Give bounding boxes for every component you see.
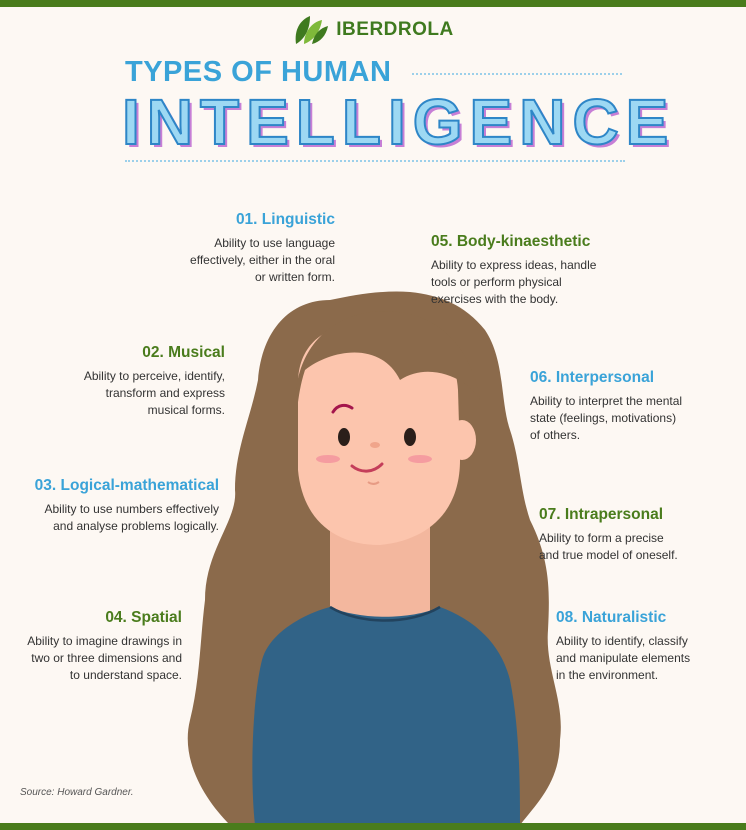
title-line-1: TYPES OF HUMAN — [125, 56, 392, 88]
item-line: and analyse problems logically. — [53, 519, 219, 533]
item-line: Ability to imagine drawings in — [27, 634, 182, 648]
item-title: 01. Linguistic — [235, 211, 335, 228]
item-line: musical forms. — [147, 403, 225, 417]
item-line: exercises with the body. — [431, 292, 559, 306]
bottom-border — [0, 823, 746, 830]
left-eye — [338, 428, 350, 446]
item-line: Ability to express ideas, handle — [431, 258, 597, 272]
item-spatial — [27, 609, 182, 684]
item-description — [539, 530, 678, 564]
item-line: transform and express — [105, 386, 225, 400]
item-interpersonal — [530, 369, 682, 444]
sweater — [252, 607, 520, 825]
item-title: 02. Musical — [142, 344, 225, 361]
item-title: 04. Spatial — [105, 609, 182, 626]
item-title: 08. Naturalistic — [556, 609, 667, 626]
item-line: Ability to use numbers effectively — [44, 502, 219, 516]
item-line: of others. — [530, 428, 581, 442]
item-description — [556, 633, 690, 684]
item-line: Ability to form a precise — [539, 531, 664, 545]
item-title: 07. Intrapersonal — [539, 506, 664, 523]
item-title: 03. Logical-mathematical — [34, 477, 219, 494]
item-line: and manipulate elements — [556, 651, 691, 665]
item-title: 06. Interpersonal — [530, 369, 655, 386]
item-line: or written form. — [254, 270, 335, 284]
item-title: 05. Body-kinaesthetic — [431, 233, 591, 250]
item-line: Ability to use language — [214, 236, 335, 250]
brand-name: IBERDROLA — [336, 19, 454, 40]
item-musical — [84, 344, 225, 419]
item-line: in the environment. — [556, 668, 659, 682]
item-line: state (feelings, motivations) — [530, 411, 677, 425]
item-description — [431, 257, 596, 308]
item-intrapersonal — [539, 506, 678, 564]
right-cheek — [408, 455, 432, 463]
source-note: Source: Howard Gardner. — [20, 787, 134, 798]
item-line: Ability to interpret the mental — [530, 394, 683, 408]
ear — [448, 420, 476, 460]
item-linguistic — [190, 211, 335, 286]
item-description — [530, 393, 682, 444]
item-description — [27, 633, 182, 684]
item-line: Ability to perceive, identify, — [83, 369, 225, 383]
title-line-2: INTELLIGENCE — [122, 86, 676, 158]
item-line: effectively, either in the oral — [190, 253, 335, 267]
item-line: tools or perform physical — [431, 275, 562, 289]
right-eye — [404, 428, 416, 446]
item-line: two or three dimensions and — [31, 651, 182, 665]
item-description — [35, 501, 219, 535]
item-body-kinaesthetic — [431, 233, 596, 308]
item-description — [84, 368, 225, 419]
item-logical-mathematical — [35, 477, 219, 535]
item-naturalistic — [556, 609, 690, 684]
item-line: to understand space. — [69, 668, 182, 682]
item-line: and true model of oneself. — [539, 548, 678, 562]
item-description — [190, 235, 335, 286]
item-line: Ability to identify, classify — [556, 634, 688, 648]
left-cheek — [316, 455, 340, 463]
